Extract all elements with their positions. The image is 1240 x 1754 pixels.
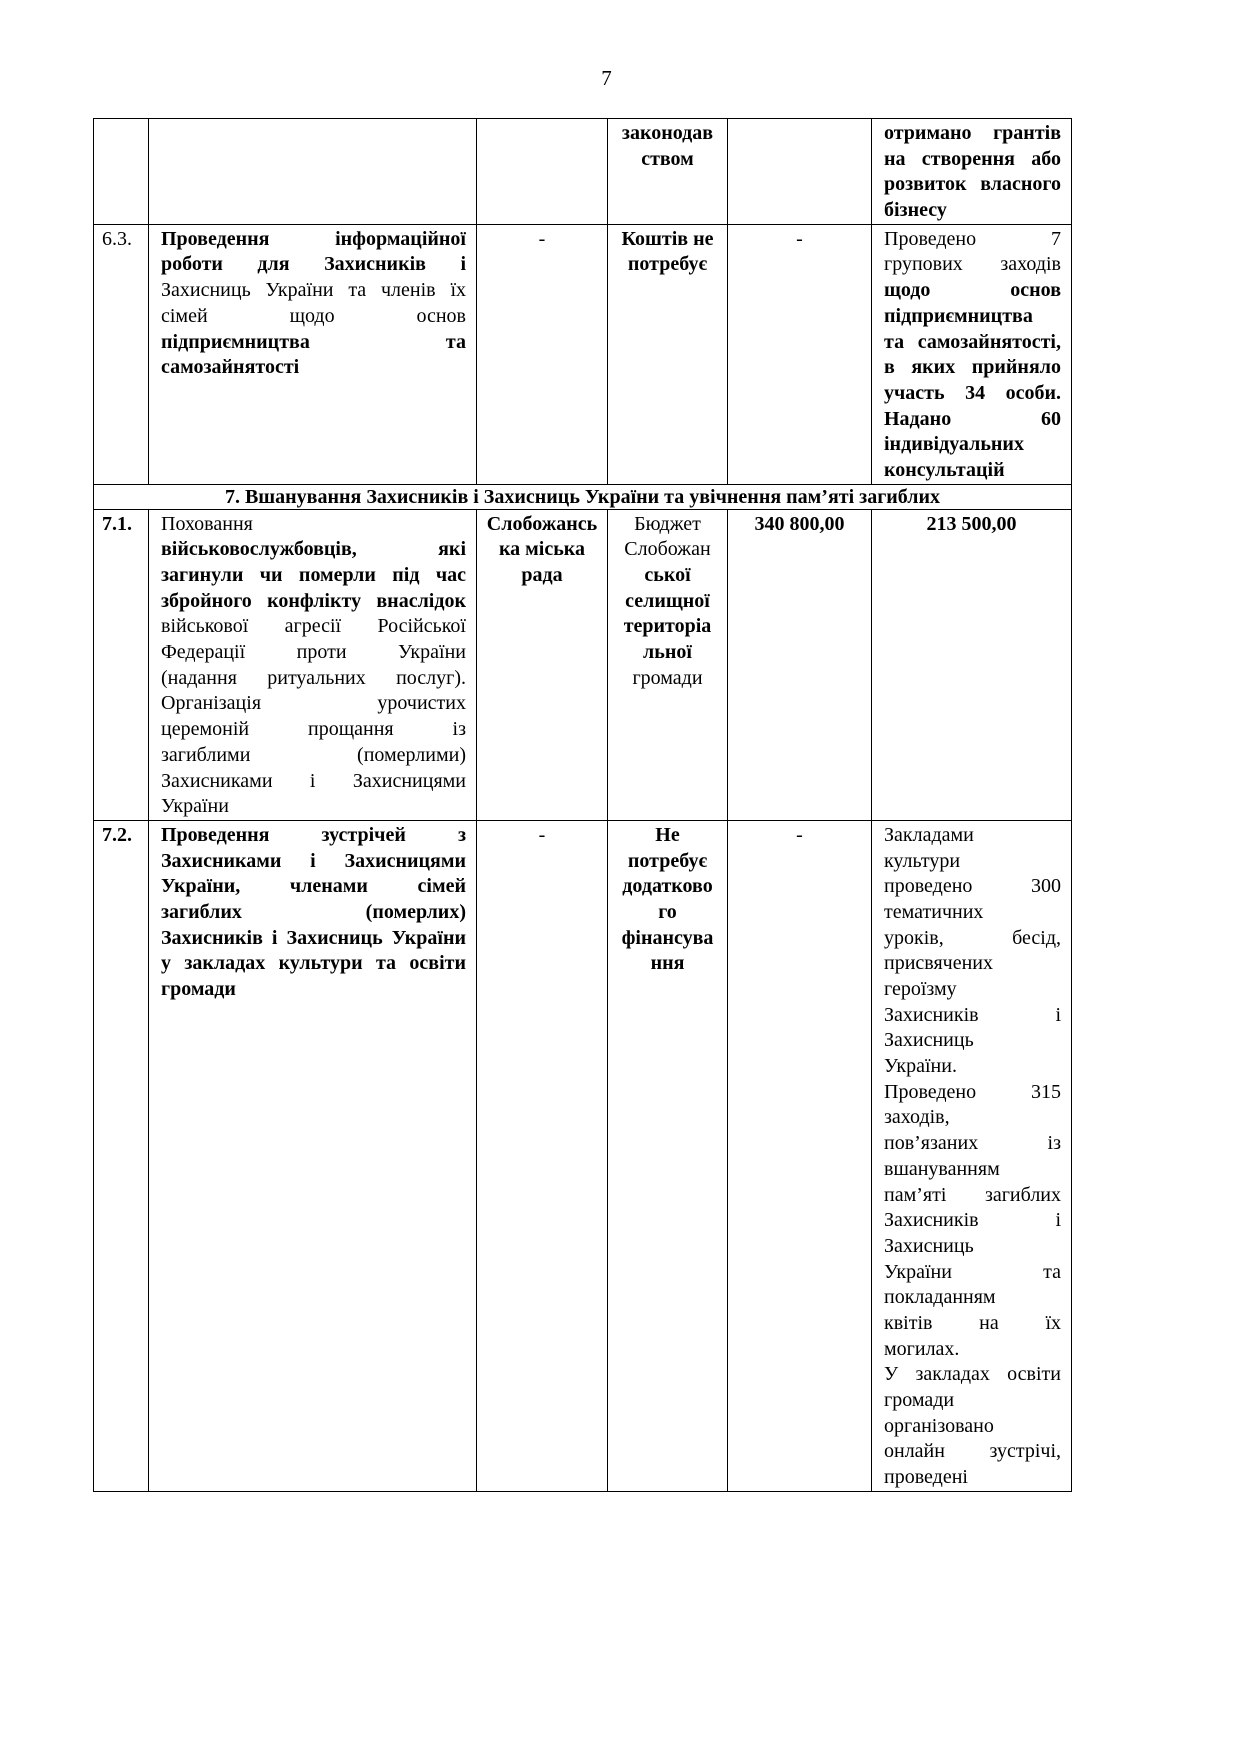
result-cell: [872, 119, 1072, 225]
text-line: вшануванням: [884, 1157, 1000, 1180]
text-line: Захисниць: [884, 1029, 974, 1052]
text-line: Проведення зустрічей з: [161, 823, 466, 846]
text-line: Захисниками і Захисницями: [161, 849, 466, 872]
text-line: законодав: [621, 122, 714, 144]
text-line: льної: [643, 641, 692, 664]
text-line: онлайн зустрічі,: [884, 1440, 1061, 1463]
table-row: [94, 509, 1072, 820]
text-line: України та: [884, 1260, 1061, 1283]
text-line: героїзму: [884, 978, 957, 1000]
text-line: го: [658, 900, 677, 923]
text-line: У закладах освіти: [884, 1363, 1061, 1386]
text-line: (надання ритуальних послуг).: [161, 666, 466, 689]
executor-cell: [477, 119, 608, 225]
text-line: підприємництва: [884, 304, 1033, 327]
amount-cell: -: [728, 820, 872, 1491]
table-row: [94, 820, 1072, 1491]
text-line: громади: [161, 978, 236, 1000]
text-line: потребує: [627, 849, 708, 872]
source-cell: [608, 119, 728, 225]
text-line: щодо основ: [884, 279, 1061, 302]
text-line: України: [161, 795, 229, 818]
text-line: додатково: [622, 875, 713, 898]
result-cell: [872, 820, 1072, 1491]
measure-cell: [149, 509, 477, 820]
text-line: ством: [641, 147, 694, 170]
text-line: організовано: [884, 1414, 994, 1437]
text-line: уроків, бесід,: [884, 926, 1061, 949]
text-line: участь 34 особи.: [884, 381, 1061, 404]
row-number: [94, 119, 149, 225]
amount-cell: 340 800,00: [728, 509, 872, 820]
text-line: Федерації проти України: [161, 641, 466, 664]
text-line: квітів на їх: [884, 1311, 1061, 1334]
text-line: та самозайнятості,: [884, 330, 1061, 353]
executor-cell: [477, 820, 608, 1491]
source-cell: [608, 820, 728, 1491]
text-line: Захисниць України та членів їх: [161, 279, 466, 302]
text-line: Поховання: [161, 512, 253, 535]
amount-cell: -: [728, 224, 872, 484]
text-line: заходів,: [884, 1106, 950, 1129]
measure-cell: [149, 820, 477, 1491]
text-line: проведені: [884, 1466, 968, 1489]
table-row: [94, 119, 1072, 225]
text-line: громади: [884, 1389, 955, 1411]
text-line: фінансува: [621, 926, 714, 949]
table-row: [94, 224, 1072, 484]
text-line: військовослужбовців, які: [161, 538, 466, 561]
text-line: сімей щодо основ: [161, 304, 466, 327]
text-line: загиблих (померлих): [161, 900, 466, 923]
text-line: на створення або: [884, 147, 1061, 170]
text-line: підприємництва та: [161, 330, 466, 353]
executor-cell: [477, 224, 608, 484]
text-line: України.: [884, 1055, 957, 1078]
row-number: 6.3.: [94, 224, 149, 484]
source-cell: [608, 509, 728, 820]
text-line: групових заходів: [884, 253, 1061, 276]
text-line: загиблими (померлими): [161, 743, 466, 766]
text-line: Бюджет: [634, 512, 701, 535]
text-line: територіа: [623, 615, 712, 638]
text-line: в яких прийняло: [884, 356, 1061, 379]
text-line: розвиток власного: [884, 173, 1061, 196]
section-row: [94, 484, 1072, 509]
text-line: бізнесу: [884, 199, 947, 222]
text-line: громади: [632, 666, 703, 689]
text-line: -: [538, 823, 546, 846]
text-line: загинули чи померли під час: [161, 564, 466, 586]
text-line: Надано 60: [884, 407, 1061, 430]
row-number: 7.1.: [94, 509, 149, 820]
text-line: Проведено 315: [884, 1080, 1061, 1103]
text-line: військової агресії Російської: [161, 615, 466, 638]
text-line: потребує: [627, 253, 708, 276]
text-line: ка міська: [498, 538, 586, 561]
text-line: Проведення інформаційної: [161, 227, 466, 250]
text-line: самозайнятості: [161, 356, 300, 379]
text-line: Коштів не: [621, 227, 714, 250]
text-line: Захисників і Захисниць України: [161, 926, 466, 949]
result-cell: [872, 224, 1072, 484]
text-line: індивідуальних: [884, 433, 1024, 456]
text-line: культури: [884, 849, 961, 872]
text-line: присвячених: [884, 952, 994, 975]
text-line: покладанням: [884, 1286, 996, 1309]
text-line: отримано грантів: [884, 122, 1061, 144]
program-table: [93, 118, 1072, 1492]
text-line: 213 500,00: [926, 512, 1017, 535]
row-number: 7.2.: [94, 820, 149, 1491]
text-line: Захисниками і Захисницями: [161, 769, 466, 792]
text-line: Захисниць: [884, 1234, 974, 1257]
text-line: ської: [644, 564, 691, 586]
text-line: Слобожан: [624, 538, 711, 561]
text-line: могилах.: [884, 1337, 960, 1360]
text-line: ння: [650, 952, 685, 975]
text-line: -: [538, 227, 546, 250]
text-line: церемоній прощання із: [161, 718, 466, 741]
text-line: тематичних: [884, 900, 984, 923]
text-line: проведено 300: [884, 875, 1061, 898]
page-number: 7: [601, 66, 612, 90]
text-line: Не: [655, 823, 680, 846]
source-cell: [608, 224, 728, 484]
measure-cell: [149, 119, 477, 225]
text-line: Слобожансь: [486, 512, 598, 535]
section-title: 7. Вшанування Захисників і Захисниць України та увічнення пам’яті загиблих: [94, 484, 1072, 509]
measure-cell: [149, 224, 477, 484]
text-line: пов’язаних із: [884, 1132, 1061, 1155]
result-cell: [872, 509, 1072, 820]
text-line: рада: [521, 564, 563, 586]
text-line: консультацій: [884, 458, 1005, 481]
amount-cell: [728, 119, 872, 225]
text-line: у закладах культури та освіти: [161, 952, 466, 975]
text-line: пам’яті загиблих: [884, 1183, 1061, 1206]
text-line: Захисників і: [884, 1003, 1061, 1026]
text-line: Організація урочистих: [161, 692, 466, 715]
text-line: селищної: [625, 589, 710, 612]
text-line: України, членами сімей: [161, 875, 466, 898]
text-line: Захисників і: [884, 1209, 1061, 1232]
text-line: роботи для Захисників і: [161, 253, 466, 276]
text-line: Проведено 7: [884, 227, 1061, 250]
executor-cell: [477, 509, 608, 820]
text-line: збройного конфлікту внаслідок: [161, 589, 466, 612]
text-line: Закладами: [884, 823, 974, 846]
